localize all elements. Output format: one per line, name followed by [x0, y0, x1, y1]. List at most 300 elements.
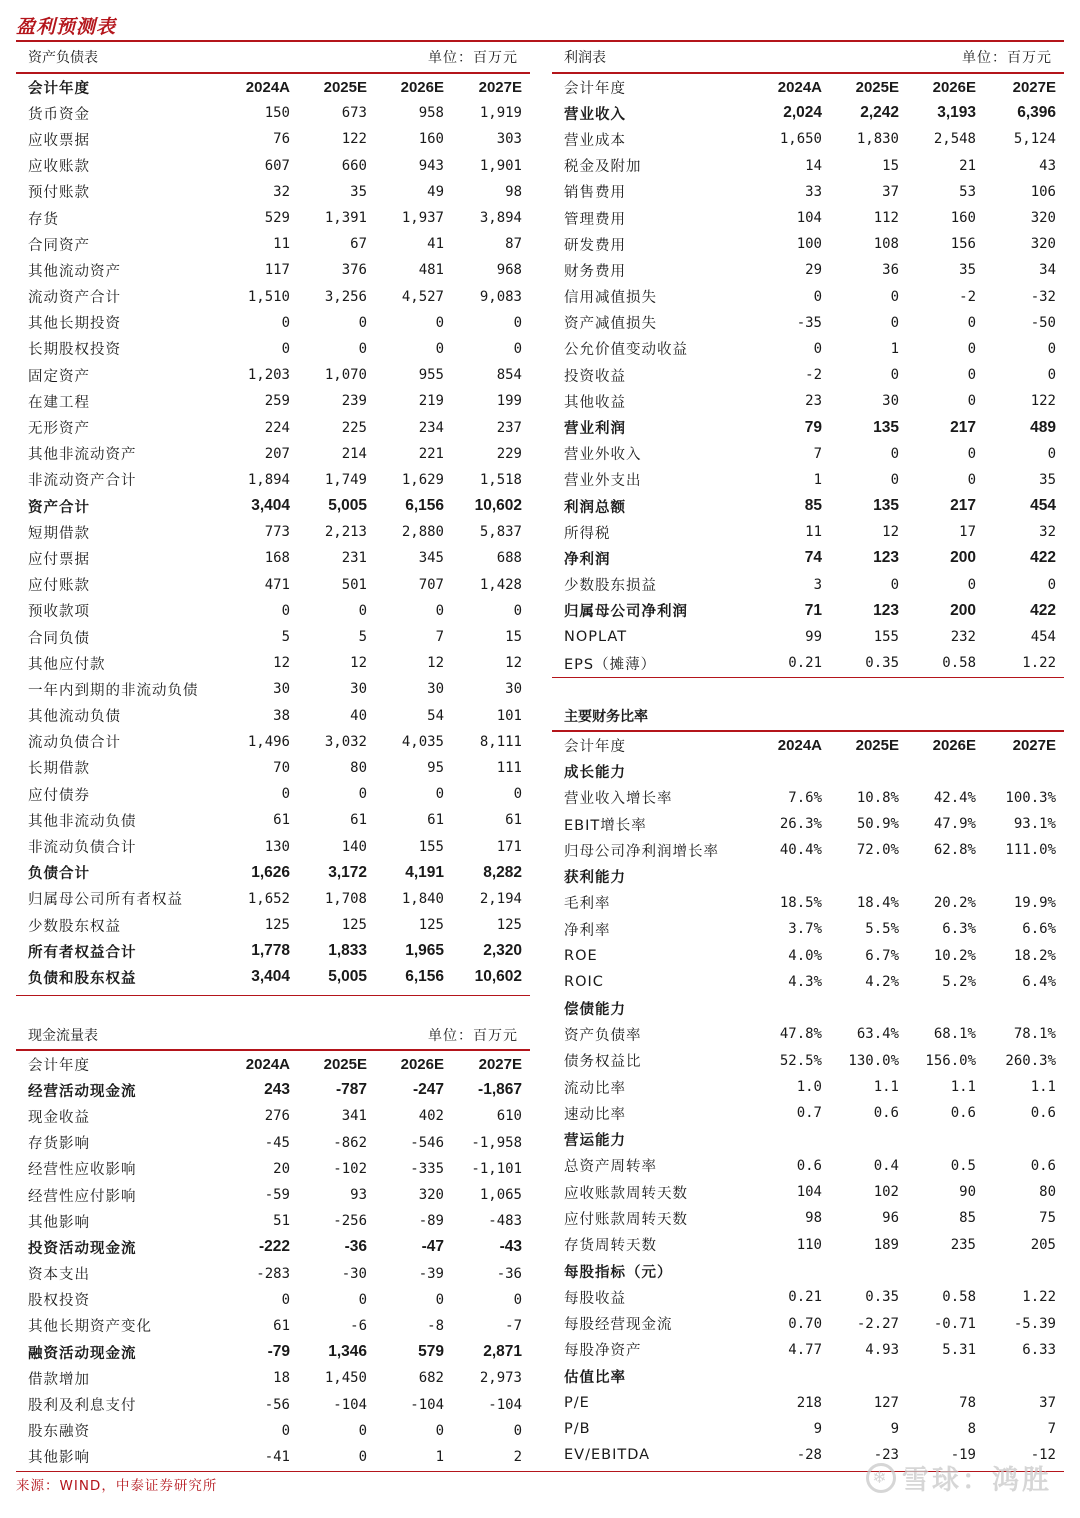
row-label: 合同资产	[28, 237, 90, 254]
cell-value: 217	[950, 418, 976, 436]
cell-value: 1,749	[324, 471, 367, 488]
table-row	[552, 205, 1064, 231]
cell-value: 3	[813, 576, 822, 593]
table-row	[16, 545, 530, 571]
cell-value	[984, 1126, 1064, 1152]
cell-value: 688	[496, 550, 522, 567]
cell-value: -787	[335, 1081, 367, 1099]
table-row	[16, 153, 530, 179]
row-label: 公允价值变动收益	[564, 342, 688, 359]
balance-sheet-table	[16, 74, 530, 991]
cell-value: 0.35	[865, 1289, 899, 1306]
cell-value: 320	[1030, 236, 1056, 253]
cell-value: 21	[959, 157, 976, 174]
cell-value: 75	[1039, 1210, 1056, 1227]
cell-value: 1.22	[1022, 1289, 1056, 1306]
row-label: 负债和股东权益	[28, 970, 137, 987]
table-row	[16, 624, 530, 650]
table-row	[552, 995, 1064, 1021]
row-label: 信用减值损失	[564, 290, 657, 307]
cell-value: -19	[950, 1447, 976, 1464]
cell-value: 29	[805, 262, 822, 279]
row-label: 每股指标（元）	[564, 1264, 673, 1281]
table-row	[16, 441, 530, 467]
cell-value: -59	[264, 1187, 290, 1204]
cell-value: 2,880	[401, 524, 444, 541]
table-row	[16, 572, 530, 598]
cell-value: 1,070	[324, 367, 367, 384]
cell-value: 122	[1030, 393, 1056, 410]
cell-value: 1,894	[247, 471, 290, 488]
cell-value: 41	[427, 236, 444, 253]
row-label: 应付债券	[28, 787, 90, 804]
cell-value: 135	[873, 418, 899, 436]
cash-flow-title: 现金流量表	[28, 1028, 98, 1044]
cell-value: 85	[959, 1210, 976, 1227]
cell-value: 0	[281, 314, 290, 331]
cell-value: 5,837	[479, 524, 522, 541]
cell-value: 3,404	[251, 497, 290, 515]
income-statement-table	[552, 74, 1064, 676]
header-row	[16, 1051, 530, 1077]
cell-value: 189	[873, 1236, 899, 1253]
cell-value: 0	[1047, 340, 1056, 357]
cell-value: 224	[264, 419, 290, 436]
cell-value: 0.5	[950, 1157, 976, 1174]
cell-value: 1,650	[779, 131, 822, 148]
cell-value: 0.58	[942, 1289, 976, 1306]
table-row	[552, 863, 1064, 889]
cell-value: 2,871	[483, 1343, 522, 1361]
row-label: 净利润	[564, 551, 611, 568]
cell-value: 19.9%	[1013, 894, 1056, 911]
cell-value: 4,035	[401, 733, 444, 750]
table-row	[552, 890, 1064, 916]
cell-value: 1,428	[479, 576, 522, 593]
cell-value: -283	[256, 1265, 290, 1282]
cell-value: 32	[273, 183, 290, 200]
cell-value: 5	[358, 629, 367, 646]
row-label: 其他影响	[28, 1450, 90, 1467]
cell-value: 135	[873, 497, 899, 515]
row-label: 存货	[28, 211, 59, 228]
table-row	[16, 519, 530, 545]
cell-value: -50	[1030, 314, 1056, 331]
cell-value: 98	[505, 183, 522, 200]
cell-value: 104	[796, 210, 822, 227]
row-label: 资产负债率	[564, 1027, 642, 1044]
cell-value: 0.70	[788, 1315, 822, 1332]
table-row	[552, 362, 1064, 388]
cell-value: 607	[264, 157, 290, 174]
cell-value	[907, 1258, 984, 1284]
cell-value: 8	[967, 1420, 976, 1437]
page-title: 盈利预测表	[16, 16, 117, 38]
cell-value: -8	[427, 1317, 444, 1334]
cell-value: 0	[513, 1422, 522, 1439]
cell-value: 125	[418, 917, 444, 934]
cell-value: 15	[882, 157, 899, 174]
cell-value: 35	[959, 262, 976, 279]
cell-value: 78.1%	[1013, 1026, 1056, 1043]
cell-value: 7.6%	[788, 789, 822, 806]
cell-value: 9,083	[479, 288, 522, 305]
cell-value: 4.93	[865, 1341, 899, 1358]
table-row	[16, 205, 530, 231]
row-label: 营业收入	[564, 106, 626, 123]
cell-value: 6.33	[1022, 1341, 1056, 1358]
row-label: 每股收益	[564, 1290, 626, 1307]
cell-value: 1,778	[251, 942, 290, 960]
table-row	[16, 1182, 530, 1208]
cell-value: 5.2%	[942, 973, 976, 990]
cell-value: 108	[873, 236, 899, 253]
row-label: EPS（摊薄）	[564, 656, 657, 673]
cell-value: 4.0%	[788, 947, 822, 964]
row-label: 无形资产	[28, 421, 90, 438]
cell-value: 0	[513, 602, 522, 619]
cell-value: -23	[873, 1447, 899, 1464]
cell-value: 1.1	[1030, 1079, 1056, 1095]
row-label: 一年内到期的非流动负债	[28, 682, 199, 699]
cell-value: 63.4%	[856, 1026, 899, 1043]
cell-value: 42.4%	[933, 789, 976, 806]
table-row	[552, 100, 1064, 126]
table-row	[552, 1258, 1064, 1284]
cell-value: 155	[873, 629, 899, 646]
cell-value: 968	[496, 262, 522, 279]
cell-value: 0	[967, 340, 976, 357]
cell-value: 5,005	[328, 497, 367, 515]
table-row	[552, 310, 1064, 336]
cell-value: -39	[418, 1265, 444, 1282]
col-header-year: 2027E	[478, 78, 522, 96]
cell-value: 673	[341, 105, 367, 122]
row-label: 少数股东权益	[28, 918, 121, 935]
table-row	[16, 886, 530, 912]
cell-value: -28	[796, 1447, 822, 1464]
cell-value: 0	[967, 314, 976, 331]
row-label: 预收款项	[28, 604, 90, 621]
cell-value: 0	[890, 445, 899, 462]
cell-value: 10,602	[474, 968, 522, 986]
balance-sheet-head	[16, 44, 530, 70]
cell-value: 2,320	[483, 942, 522, 960]
cell-value: 707	[418, 576, 444, 593]
row-label: 股利及利息支付	[28, 1398, 137, 1415]
col-header-year: 2026E	[932, 78, 976, 96]
header-row	[552, 74, 1064, 100]
cell-value: 125	[264, 917, 290, 934]
cell-value	[984, 758, 1064, 784]
cell-value: -335	[410, 1160, 444, 1177]
cell-value: 6,396	[1017, 104, 1056, 122]
cell-value: 1,840	[401, 890, 444, 907]
row-label: 其他应付款	[28, 656, 106, 673]
row-label: 应付账款	[28, 578, 90, 595]
watermark-text: 雪球：鸿胜	[902, 1465, 1052, 1496]
row-label: 归母公司净利润增长率	[564, 843, 719, 860]
row-label: 流动资产合计	[28, 290, 121, 307]
cell-value: 62.8%	[933, 842, 976, 859]
row-label: 经营活动现金流	[28, 1083, 137, 1100]
cell-value: -0.71	[933, 1315, 976, 1332]
cell-value	[984, 1258, 1064, 1284]
cell-value: 111.0%	[1005, 842, 1056, 859]
row-label: ROIC	[564, 973, 604, 990]
cell-value: 579	[418, 1343, 444, 1361]
cell-value: 345	[418, 550, 444, 567]
cell-value: 6.4%	[1022, 973, 1056, 990]
table-row	[16, 1313, 530, 1339]
cell-value: 0	[1047, 576, 1056, 593]
cell-value: 454	[1030, 497, 1056, 515]
cell-value: 0	[435, 1291, 444, 1308]
cell-value: -546	[410, 1134, 444, 1151]
cell-value: 2,548	[933, 131, 976, 148]
cell-value: 3,172	[328, 863, 367, 881]
table-row	[552, 467, 1064, 493]
cell-value: 235	[950, 1236, 976, 1253]
cell-value: 773	[264, 524, 290, 541]
cell-value: 130	[264, 838, 290, 855]
cell-value: 125	[496, 917, 522, 934]
cell-value: 1,626	[251, 863, 290, 881]
table-row	[552, 388, 1064, 414]
cell-value: 1.1	[950, 1079, 976, 1095]
cell-value: 125	[341, 917, 367, 934]
row-label: 固定资产	[28, 368, 90, 385]
cell-value: -35	[796, 314, 822, 331]
cell-value: -2	[959, 288, 976, 305]
cell-value	[907, 863, 984, 889]
row-label: 短期借款	[28, 525, 90, 542]
income-statement-unit: 单位：百万元	[962, 50, 1052, 66]
cell-value: 0	[281, 786, 290, 803]
cell-value: 1,510	[247, 288, 290, 305]
cell-value: 0	[890, 576, 899, 593]
ratios-head	[552, 703, 1064, 729]
cell-value: 207	[264, 445, 290, 462]
cell-value: 40.4%	[779, 842, 822, 859]
row-label: 长期借款	[28, 761, 90, 778]
col-header-year: 2026E	[400, 78, 444, 96]
table-row	[552, 1284, 1064, 1310]
table-row	[16, 703, 530, 729]
cell-value: -41	[264, 1448, 290, 1465]
cell-value: 1,652	[247, 890, 290, 907]
col-header-year: 2024A	[245, 78, 290, 96]
cell-value: -30	[341, 1265, 367, 1282]
table-row	[552, 650, 1064, 676]
cell-value: 37	[1039, 1394, 1056, 1411]
cell-value: 205	[1030, 1236, 1056, 1253]
cell-value: 140	[341, 838, 367, 855]
cell-value	[984, 1363, 1064, 1389]
cell-value: 0	[813, 340, 822, 357]
cell-value: 0	[513, 786, 522, 803]
cell-value: -104	[488, 1396, 522, 1413]
row-label: 存货周转天数	[564, 1238, 657, 1255]
row-label: ROE	[564, 947, 598, 964]
cell-value: 199	[496, 393, 522, 410]
cell-value: 156.0%	[925, 1052, 976, 1069]
cell-value: 32	[1039, 524, 1056, 541]
cell-value: 54	[427, 707, 444, 724]
cell-value: 111	[496, 759, 522, 776]
col-header-year: 2026E	[400, 1055, 444, 1073]
cell-value	[907, 1363, 984, 1389]
cell-value: 422	[1030, 549, 1056, 567]
cell-value: 3,256	[324, 288, 367, 305]
table-row	[16, 1156, 530, 1182]
cell-value: 47.9%	[933, 816, 976, 833]
cell-value: 11	[805, 524, 822, 541]
col-header-year: 2025E	[855, 736, 899, 754]
cell-value	[907, 995, 984, 1021]
cell-value: 1,518	[479, 471, 522, 488]
cell-value: 6.6%	[1022, 921, 1056, 938]
cell-value: 501	[341, 576, 367, 593]
row-label: 营业收入增长率	[564, 791, 673, 808]
cell-value: 260.3%	[1005, 1052, 1056, 1069]
cell-value: 1.22	[1022, 655, 1056, 672]
cell-value: 93.1%	[1013, 816, 1056, 833]
table-row	[552, 126, 1064, 152]
table-row	[16, 388, 530, 414]
col-header-year: 2024A	[245, 1055, 290, 1073]
cell-value: 67	[350, 236, 367, 253]
cell-value: 99	[805, 629, 822, 646]
cell-value: 160	[418, 131, 444, 148]
cell-value: 0	[513, 1291, 522, 1308]
row-label: 预付账款	[28, 185, 90, 202]
table-row	[16, 467, 530, 493]
cell-value: 104	[796, 1184, 822, 1201]
table-row	[552, 1337, 1064, 1363]
cell-value: 20.2%	[933, 894, 976, 911]
table-row	[552, 441, 1064, 467]
cell-value: 34	[1039, 262, 1056, 279]
cell-value: 106	[1030, 183, 1056, 200]
table-row	[16, 1365, 530, 1391]
cell-value: 0	[435, 314, 444, 331]
table-row	[16, 126, 530, 152]
table-row	[16, 100, 530, 126]
table-row	[552, 598, 1064, 624]
cell-value: 2,194	[479, 890, 522, 907]
cell-value: -247	[412, 1081, 444, 1099]
cell-value: -5.39	[1013, 1315, 1056, 1332]
table-row	[16, 964, 530, 990]
row-label: 其他长期投资	[28, 316, 121, 333]
cell-value: 243	[264, 1081, 290, 1099]
cell-value: 7	[813, 445, 822, 462]
table-row	[16, 1418, 530, 1444]
cell-value: 18.2%	[1013, 947, 1056, 964]
cell-value: 219	[418, 393, 444, 410]
cell-value: -6	[350, 1317, 367, 1334]
cell-value: 2,973	[479, 1370, 522, 1387]
cell-value: 3,894	[479, 210, 522, 227]
table-row	[552, 231, 1064, 257]
row-label: 其他非流动资产	[28, 447, 137, 464]
table-row	[16, 179, 530, 205]
cell-value: 2	[513, 1448, 522, 1465]
cell-value: 15	[505, 629, 522, 646]
balance-sheet-bottom-rule	[16, 995, 530, 996]
row-label: 归属母公司所有者权益	[28, 892, 183, 909]
cell-value: -1,958	[471, 1134, 522, 1151]
cell-value: 0	[358, 1291, 367, 1308]
cell-value: 61	[350, 812, 367, 829]
cell-value: 1,937	[401, 210, 444, 227]
cell-value: 0	[890, 471, 899, 488]
table-row	[16, 1130, 530, 1156]
cell-value: 454	[1030, 629, 1056, 646]
table-row	[16, 676, 530, 702]
cell-value: 1,833	[328, 942, 367, 960]
row-label: 其他影响	[28, 1214, 90, 1231]
cell-value: 12	[350, 655, 367, 672]
cell-value: 123	[873, 549, 899, 567]
cell-value: 3.7%	[788, 921, 822, 938]
cell-value: 0.58	[942, 655, 976, 672]
row-label: 负债合计	[28, 866, 90, 883]
cell-value: -256	[333, 1213, 367, 1230]
row-label: 归属母公司净利润	[564, 604, 688, 621]
table-row	[16, 362, 530, 388]
row-label: 其他长期资产变化	[28, 1319, 152, 1336]
cell-value: 87	[505, 236, 522, 253]
cell-value: 100.3%	[1005, 789, 1056, 806]
cell-value: 221	[418, 445, 444, 462]
cell-value: 0.21	[788, 655, 822, 672]
cell-value: 61	[427, 812, 444, 829]
col-header-year: 2024A	[777, 736, 822, 754]
cell-value: 9	[890, 1420, 899, 1437]
cell-value	[984, 863, 1064, 889]
cell-value: 171	[496, 838, 522, 855]
table-row	[552, 1074, 1064, 1100]
cell-value: 529	[264, 210, 290, 227]
cell-value: 5,005	[328, 968, 367, 986]
cell-value: 3,032	[324, 733, 367, 750]
table-row	[16, 284, 530, 310]
cell-value: 0	[281, 602, 290, 619]
cell-value: 12	[273, 655, 290, 672]
cell-value: -12	[1030, 1447, 1056, 1464]
balance-sheet-unit: 单位：百万元	[428, 50, 518, 66]
cell-value: 127	[873, 1394, 899, 1411]
cell-value: 52.5%	[779, 1052, 822, 1069]
cell-value: 18.5%	[779, 894, 822, 911]
ratios-title: 主要财务比率	[564, 709, 648, 725]
cell-value: -102	[333, 1160, 367, 1177]
cell-value: 217	[950, 497, 976, 515]
cell-value: 0.6	[1030, 1105, 1056, 1122]
cell-value: 123	[873, 601, 899, 619]
table-row	[16, 1208, 530, 1234]
row-label: 应收账款	[28, 159, 90, 176]
row-label: 资产减值损失	[564, 316, 657, 333]
cell-value: 0	[890, 367, 899, 384]
cell-value	[830, 1258, 907, 1284]
cell-value: 402	[418, 1108, 444, 1125]
row-label: 非流动负债合计	[28, 840, 137, 857]
table-row	[552, 1021, 1064, 1047]
cell-value: 80	[1039, 1184, 1056, 1201]
